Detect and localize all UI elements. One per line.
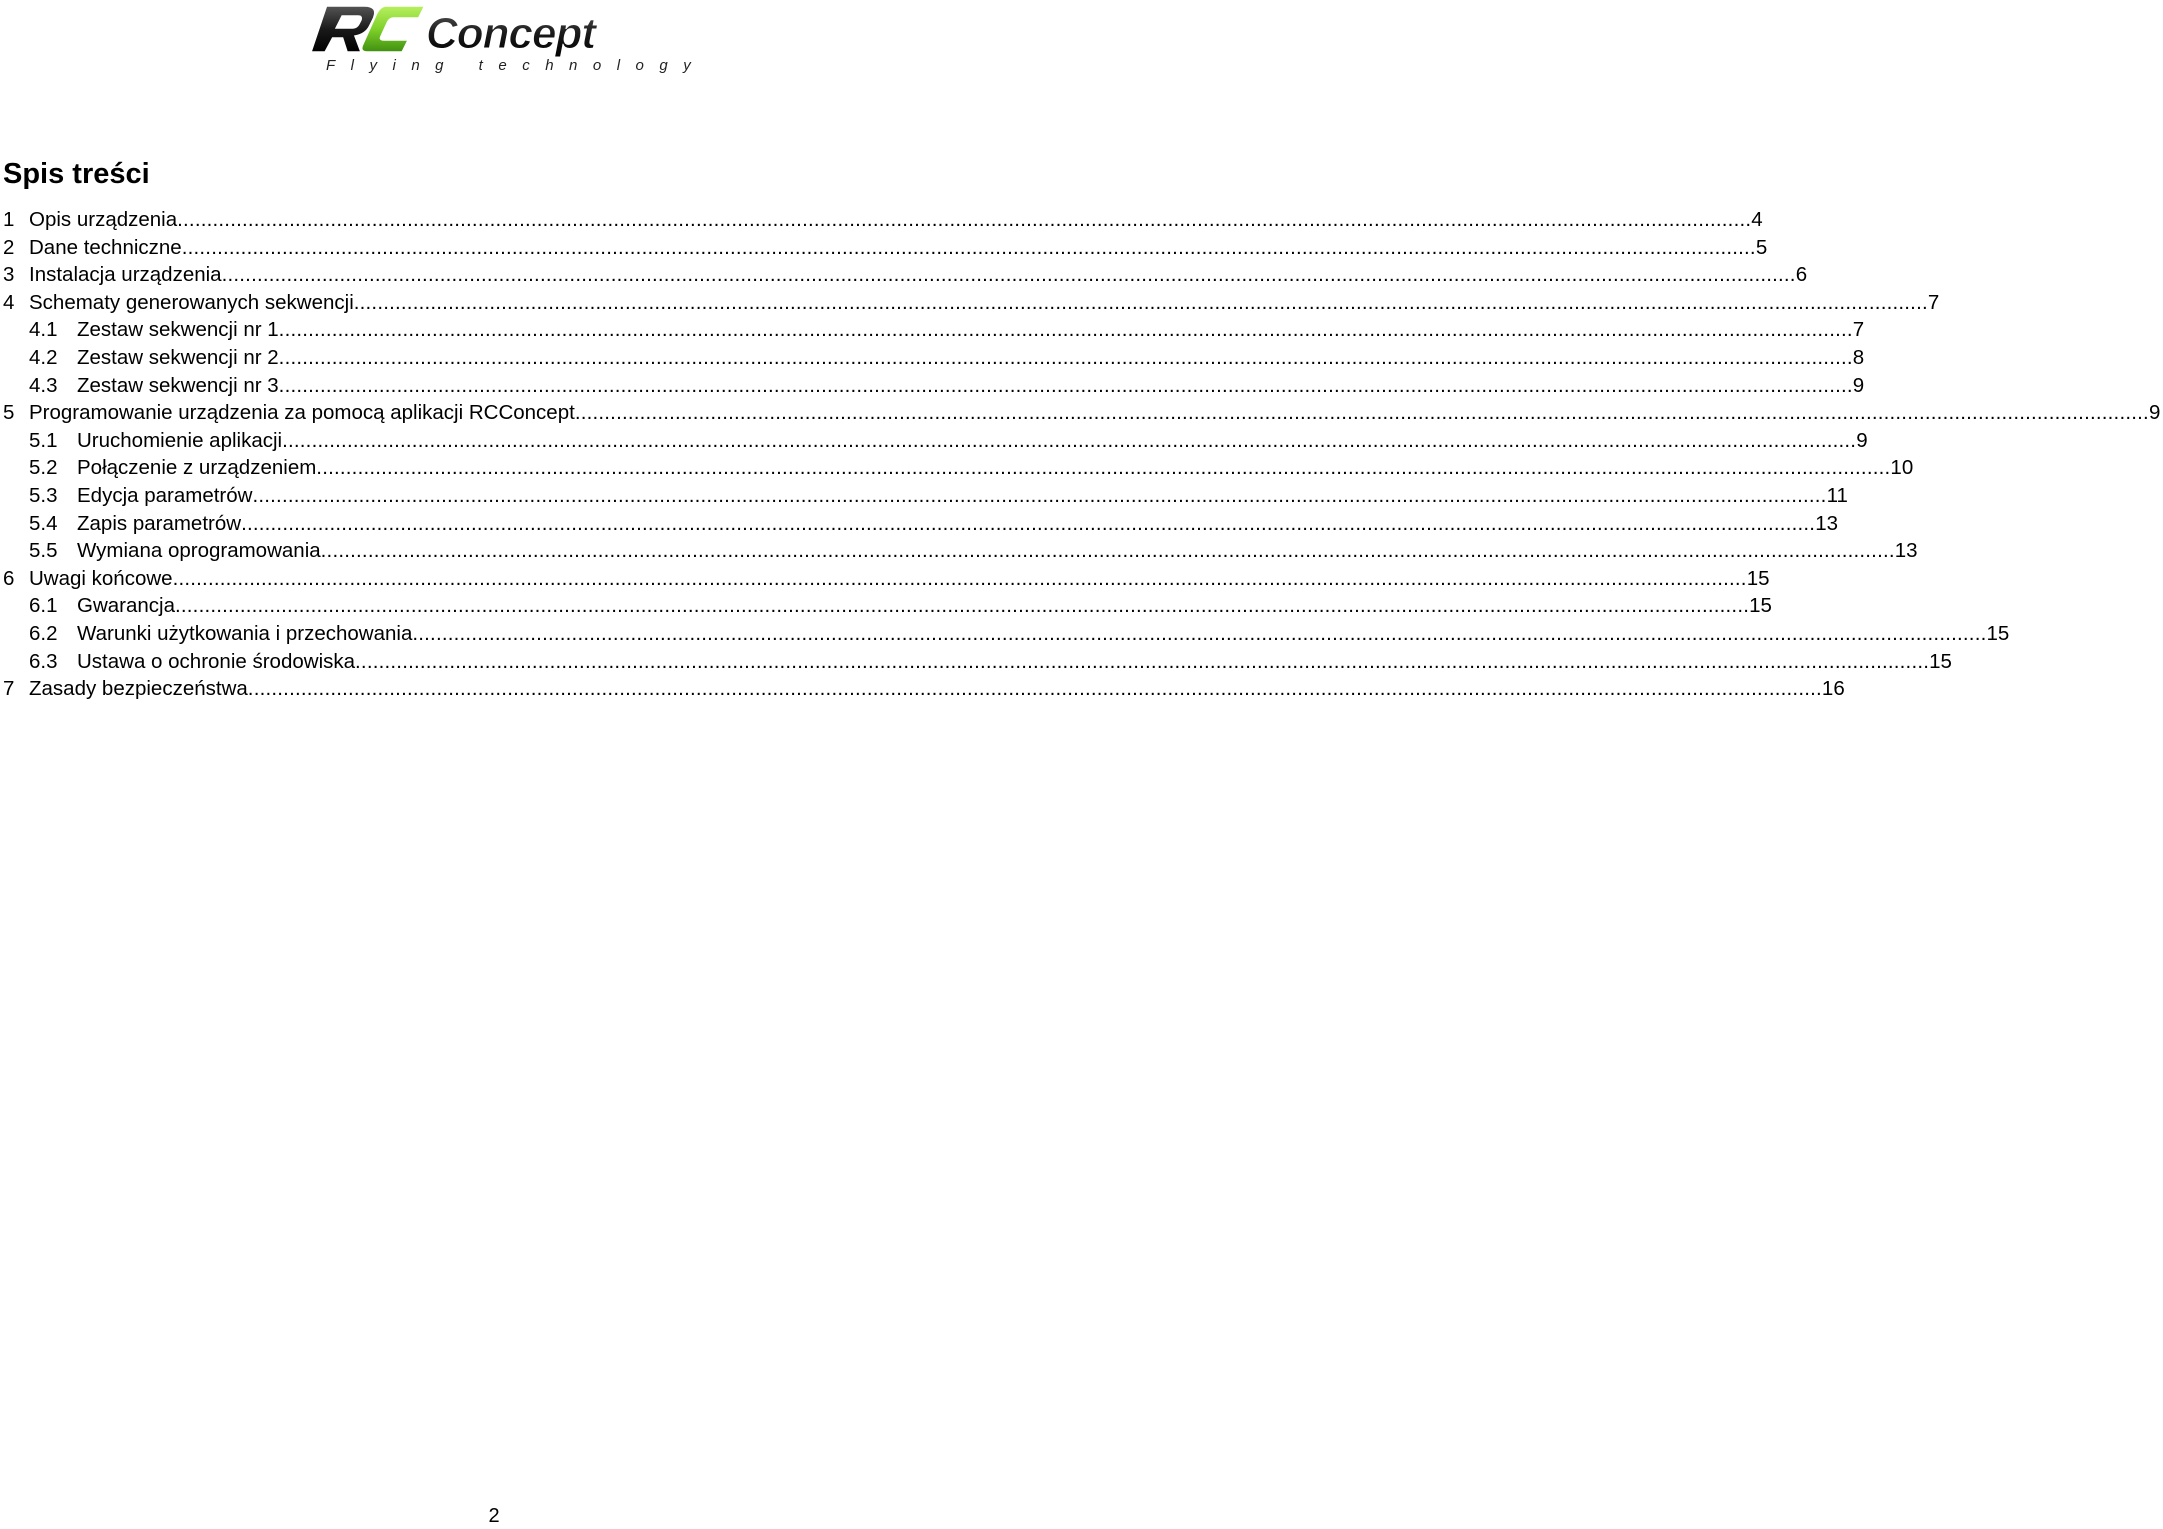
toc-entry-line	[29, 648, 1952, 676]
toc-entry-page: 4	[1751, 208, 1763, 231]
toc-entry-leader-dots	[354, 289, 1928, 317]
toc-entry-number: 4.1	[29, 318, 58, 342]
toc-entry-title: Warunki użytkowania i przechowania	[77, 621, 413, 645]
svg-text:Concept: Concept	[426, 9, 595, 58]
toc-entry-line	[3, 261, 1808, 289]
toc-entry-title: Połączenie z urządzeniem	[77, 456, 317, 480]
toc-entry-page: 13	[1894, 539, 1918, 563]
toc-entry[interactable]	[0, 537, 1918, 565]
toc-entry-leader-dots	[279, 316, 1853, 344]
toc-entry-page: 11	[1826, 483, 1848, 507]
toc-entry-title: Zapis parametrów	[77, 511, 242, 535]
toc-entry-number: 6.3	[29, 649, 58, 673]
toc-entry-leader-dots	[355, 648, 1929, 676]
toc-entry-line	[3, 234, 1768, 262]
toc-entry-leader-dots	[279, 372, 1853, 400]
toc-entry-number: 5.3	[29, 483, 58, 507]
toc-entry-page: 15	[1929, 649, 1952, 673]
toc-entry-number: 5.4	[29, 511, 58, 535]
toc-entry-line	[3, 565, 1770, 593]
toc-entry-number: 5	[3, 401, 15, 425]
toc-entry-title: Wymiana oprogramowania	[77, 539, 321, 563]
toc-entry-number: 5.5	[29, 539, 58, 563]
toc-entry-page: 15	[1986, 621, 2010, 645]
toc-entry-line	[3, 289, 1940, 317]
toc-entry-line	[29, 344, 1865, 372]
toc-entry-number: 5.2	[29, 456, 58, 480]
toc-entry-page: 13	[1815, 511, 1838, 535]
toc-entry-page: 15	[1749, 594, 1772, 618]
table-of-contents	[0, 206, 2161, 703]
toc-entry-line	[29, 537, 1918, 565]
toc-entry-number: 4.2	[29, 345, 58, 369]
toc-entry[interactable]	[0, 510, 1838, 538]
toc-entry-title: Programowanie urządzenia za pomocą aplikacji RCConcept	[29, 401, 575, 425]
logo-graphic	[308, 0, 707, 80]
toc-entry-number: 6.2	[29, 621, 58, 645]
toc-entry-leader-dots	[248, 675, 1822, 703]
toc-entry-leader-dots	[182, 234, 1756, 262]
toc-entry-page: 9	[1852, 373, 1865, 397]
toc-entry-title: Zestaw sekwencji nr 1	[77, 318, 279, 342]
toc-entry-leader-dots	[222, 261, 1796, 289]
toc-entry[interactable]	[0, 399, 2161, 427]
toc-entry-title: Zestaw sekwencji nr 3	[77, 373, 279, 397]
toc-entry-page: 6	[1795, 263, 1808, 287]
toc-entry-title: Dane techniczne	[29, 235, 182, 259]
toc-entry-title: Ustawa o ochronie środowiska	[77, 649, 356, 673]
toc-entry-line	[29, 427, 1868, 455]
toc-entry-line	[3, 206, 1763, 234]
toc-entry-line	[29, 316, 1865, 344]
toc-entry-leader-dots	[279, 344, 1853, 372]
toc-entry[interactable]	[0, 648, 1952, 676]
toc-entry-leader-dots	[177, 206, 1751, 234]
toc-entry-leader-dots	[321, 537, 1895, 565]
toc-entry[interactable]	[0, 289, 1940, 317]
toc-entry-page: 15	[1746, 566, 1770, 590]
toc-entry-page: 7	[1852, 318, 1865, 342]
toc-entry[interactable]	[0, 592, 1772, 620]
toc-entry-number: 4	[3, 290, 15, 314]
toc-entry-page: 9	[1856, 428, 1868, 452]
toc-entry-title: Uwagi końcowe	[29, 566, 173, 590]
toc-entry-page: 7	[1927, 290, 1940, 314]
page-number: 2	[488, 1505, 500, 1527]
toc-entry-line	[3, 399, 2161, 427]
toc-entry-line	[29, 482, 1848, 510]
toc-entry-number: 2	[3, 235, 15, 259]
toc-entry-leader-dots	[252, 482, 1826, 510]
toc-entry-leader-dots	[412, 620, 1986, 648]
toc-entry-line	[29, 372, 1865, 400]
toc-entry-line	[29, 620, 2010, 648]
toc-entry[interactable]	[0, 620, 2010, 648]
toc-heading: Spis treści	[3, 158, 150, 190]
toc-entry-line	[3, 675, 1845, 703]
toc-entry-title: Zestaw sekwencji nr 2	[77, 345, 279, 369]
toc-entry[interactable]	[0, 675, 1845, 703]
toc-entry[interactable]	[0, 344, 1865, 372]
toc-entry-leader-dots	[175, 592, 1749, 620]
toc-entry-title: Zasady bezpieczeństwa	[29, 677, 248, 701]
toc-entry-page: 9	[2148, 401, 2161, 425]
toc-entry-leader-dots	[575, 399, 2149, 427]
toc-entry-title: Edycja parametrów	[77, 483, 253, 507]
toc-entry-line	[29, 510, 1838, 538]
toc-entry-number: 7	[3, 677, 15, 701]
toc-entry[interactable]	[0, 427, 1868, 455]
toc-entry-number: 4.3	[29, 373, 58, 397]
toc-entry[interactable]	[0, 454, 1914, 482]
toc-entry[interactable]	[0, 565, 1770, 593]
toc-entry-title: Schematy generowanych sekwencji	[29, 290, 354, 314]
toc-entry-page: 16	[1821, 677, 1845, 701]
toc-entry-title: Gwarancja	[77, 594, 175, 618]
toc-entry-number: 6	[3, 566, 15, 590]
rcconcept-logo	[308, 0, 707, 80]
toc-entry-title: Uruchomienie aplikacji	[77, 428, 283, 452]
toc-entry[interactable]	[0, 261, 1808, 289]
toc-entry-page: 5	[1755, 235, 1768, 259]
toc-entry[interactable]	[0, 234, 1768, 262]
toc-entry-number: 1	[3, 208, 15, 231]
toc-entry-title: Instalacja urządzenia	[29, 263, 222, 287]
toc-entry-page: 8	[1852, 345, 1865, 369]
toc-entry[interactable]	[0, 316, 1865, 344]
toc-entry[interactable]	[0, 482, 1848, 510]
toc-entry-leader-dots	[173, 565, 1747, 593]
svg-text:Flying technology: Flying technology	[326, 57, 707, 74]
toc-entry-leader-dots	[241, 510, 1815, 538]
toc-entry-number: 6.1	[29, 594, 58, 618]
toc-entry-page: 10	[1890, 456, 1914, 480]
toc-entry-title: Opis urządzenia	[29, 208, 178, 231]
toc-entry-leader-dots	[282, 427, 1856, 455]
toc-entry[interactable]	[0, 372, 1865, 400]
toc-entry-line	[29, 454, 1914, 482]
toc-entry-leader-dots	[316, 454, 1890, 482]
toc-entry-line	[29, 592, 1772, 620]
toc-entry[interactable]	[0, 206, 1763, 234]
toc-entry-number: 3	[3, 263, 15, 287]
toc-entry-number: 5.1	[29, 428, 58, 452]
